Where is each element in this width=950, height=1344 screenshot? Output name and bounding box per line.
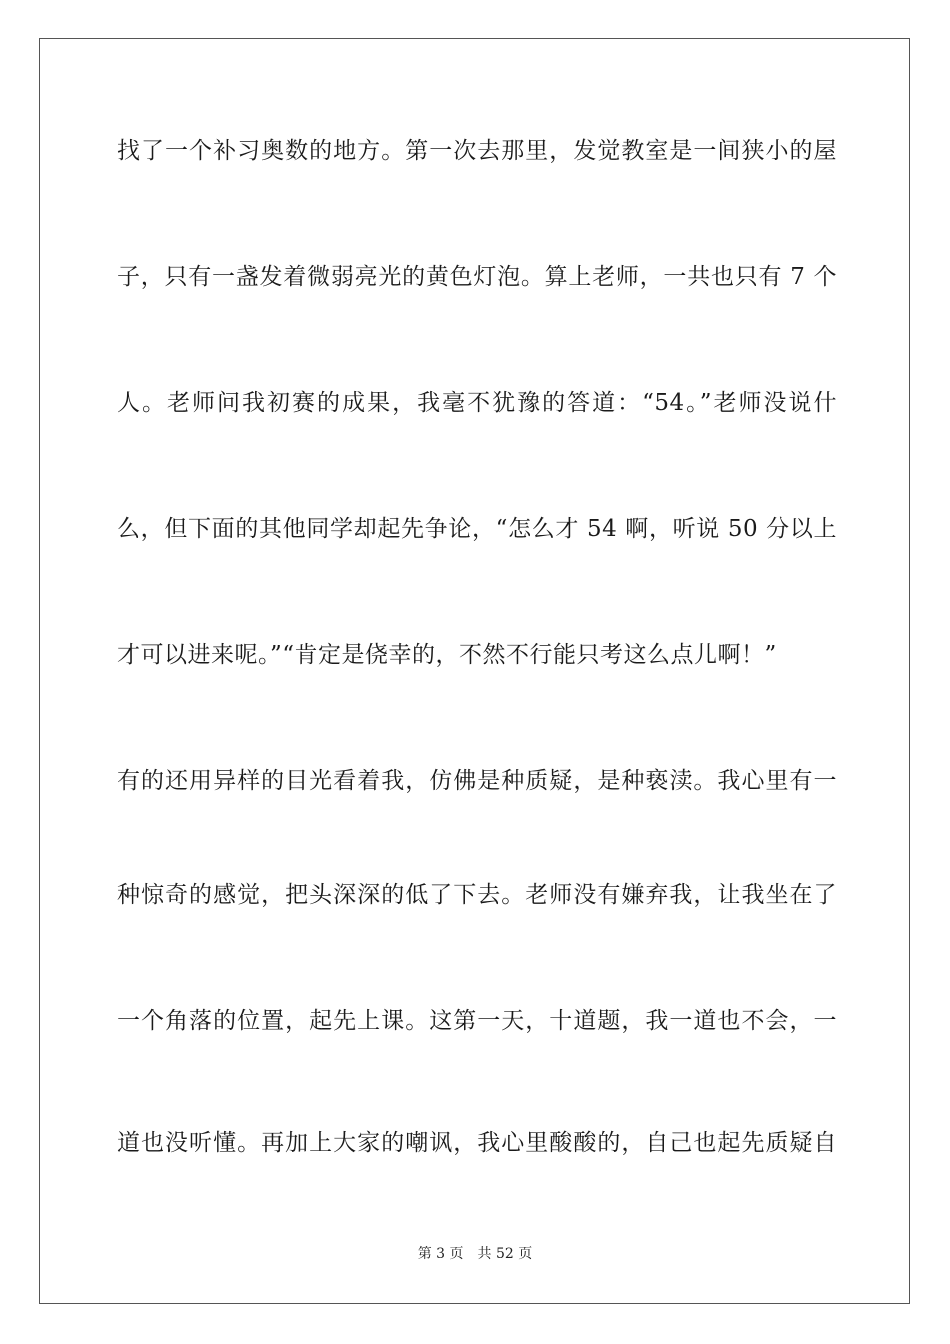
page-total: 共 52 页 [477, 1246, 533, 1262]
text-line-9: 道也没听懂。再加上大家的嘲讽，我心里酸酸的，自己也起先质疑自 [117, 1130, 837, 1156]
text-line-3: 人。老师问我初赛的成果，我毫不犹豫的答道：“54。”老师没说什 [117, 390, 837, 416]
text-line-4: 么，但下面的其他同学却起先争论，“怎么才 54 啊，听说 50 分以上 [117, 516, 837, 542]
page-border [39, 38, 910, 1304]
text-line-7: 种惊奇的感觉，把头深深的低了下去。老师没有嫌弃我，让我坐在了 [117, 882, 837, 908]
page-number: 第 3 页 [417, 1246, 464, 1262]
text-line-5: 才可以进来呢。”“肯定是侥幸的，不然不行能只考这么点儿啊！” [117, 642, 777, 668]
text-line-2: 子，只有一盏发着微弱亮光的黄色灯泡。算上老师，一共也只有 7 个 [117, 264, 837, 290]
text-line-8: 一个角落的位置，起先上课。这第一天，十道题，我一道也不会，一 [117, 1008, 837, 1034]
text-line-1: 找了一个补习奥数的地方。第一次去那里，发觉教室是一间狭小的屋 [117, 138, 837, 164]
page-footer [0, 1245, 950, 1263]
text-line-6: 有的还用异样的目光看着我，仿佛是种质疑，是种亵渎。我心里有一 [117, 768, 837, 794]
